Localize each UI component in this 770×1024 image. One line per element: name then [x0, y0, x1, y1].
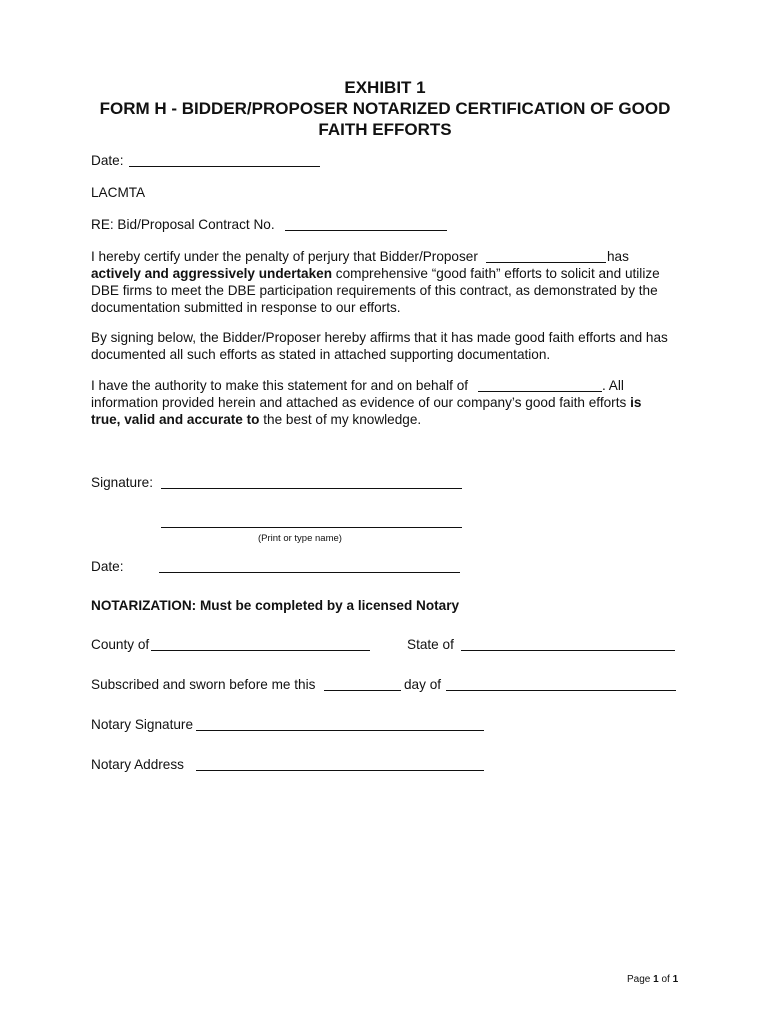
para1-line1: I hereby certify under the penalty of perjury that Bidder/Proposer — [91, 249, 478, 264]
print-name-line[interactable] — [161, 527, 462, 528]
notarization-heading: NOTARIZATION: Must be completed by a licensed Notary — [91, 598, 460, 613]
para1-line2: actively and aggressively undertaken comprehensive “good faith” efforts to solicit and utilize — [91, 266, 660, 281]
day-of-label: day of — [404, 677, 442, 692]
county-line[interactable] — [151, 650, 370, 651]
contract-number-line[interactable] — [285, 230, 447, 231]
date2-label: Date: — [91, 559, 124, 574]
date-field-line[interactable] — [129, 166, 320, 167]
print-name-caption: (Print or type name) — [258, 533, 342, 544]
re-contract-label: RE: Bid/Proposal Contract No. — [91, 217, 275, 232]
subscribed-label: Subscribed and sworn before me this — [91, 677, 316, 692]
bidder-name-line[interactable] — [486, 262, 606, 263]
month-line[interactable] — [446, 690, 676, 691]
state-line[interactable] — [461, 650, 675, 651]
state-label: State of — [407, 637, 454, 652]
signature-line[interactable] — [161, 488, 462, 489]
para3-all: . All — [602, 378, 624, 393]
page-number: Page 1 of 1 — [627, 974, 679, 985]
form-title: FORM H - BIDDER/PROPOSER NOTARIZED CERTIFICATION OF GOOD — [99, 99, 671, 118]
para2-line1: By signing below, the Bidder/Proposer hereby affirms that it has made good faith efforts and has — [91, 330, 668, 345]
form-title-cont: FAITH EFFORTS — [318, 120, 452, 139]
para1-line4: documentation submitted in response to our efforts. — [91, 300, 401, 315]
notary-address-label: Notary Address — [91, 757, 184, 772]
signature-label: Signature: — [91, 475, 153, 490]
day-line[interactable] — [324, 690, 401, 691]
para1-has: has — [607, 249, 629, 264]
para2-line2: documented all such efforts as stated in attached supporting documentation. — [91, 347, 551, 362]
notary-address-line[interactable] — [196, 770, 484, 771]
company-name-line[interactable] — [478, 391, 602, 392]
para3-line1: I have the authority to make this statement for and on behalf of — [91, 378, 469, 393]
para3-line3: true, valid and accurate to the best of my knowledge. — [91, 412, 422, 427]
notary-signature-label: Notary Signature — [91, 717, 194, 732]
county-label: County of — [91, 637, 150, 652]
agency-name: LACMTA — [91, 185, 146, 200]
notary-signature-line[interactable] — [196, 730, 484, 731]
exhibit-title: EXHIBIT 1 — [344, 78, 426, 97]
date-label: Date: — [91, 153, 124, 168]
date2-line[interactable] — [159, 572, 460, 573]
para1-line3: DBE firms to meet the DBE participation requirements of this contract, as demonstrated by the — [91, 283, 658, 298]
para3-line2: information provided herein and attached as evidence of our company’s good faith efforts is — [91, 395, 642, 410]
